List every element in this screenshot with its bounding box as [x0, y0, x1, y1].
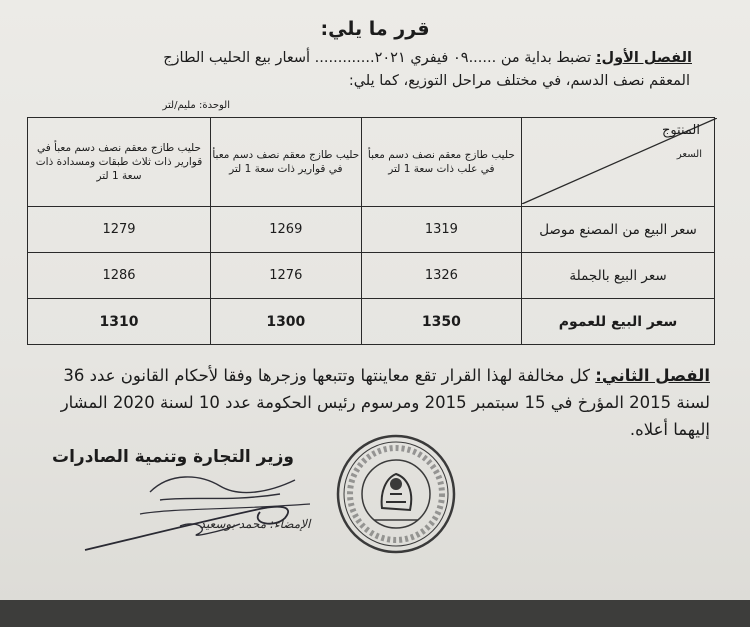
corner-price-label: السعر — [676, 149, 702, 160]
row-label-wholesale: سعر البيع بالجملة — [522, 253, 715, 299]
table-corner-cell — [522, 118, 715, 207]
cell-value: 1276 — [210, 253, 361, 299]
minister-title: وزير التجارة وتنمية الصادرات — [52, 447, 294, 467]
cell-value: 1279 — [28, 207, 211, 253]
column-header-bottles: حليب طازج معقم نصف دسم معبأ في قوارير ذات سعة 1 لتر — [210, 118, 361, 207]
article1-line1 — [52, 50, 692, 66]
table-row-factory — [28, 207, 715, 253]
cell-value: 1319 — [361, 207, 521, 253]
article2-label: الفصل الثاني: — [595, 366, 710, 385]
article2-paragraph — [30, 362, 710, 443]
article2-text: كل مخالفة لهذا القرار تقع معاينتها وتتبعها وزجرها وفقا لأحكام القانون عدد 36 لسنة 2015 المؤرخ في 15 سبتمبر 2015 ومرسوم رئيس الحكومة عدد 10 لسنة 2020 المشار إليهما أعلاه. — [60, 366, 710, 439]
signer-name: الإمضاء: محمد بوسعيد — [199, 517, 311, 531]
price-table — [27, 117, 715, 345]
cell-value: 1300 — [210, 299, 361, 345]
handwritten-signature — [80, 462, 330, 557]
cell-value: 1326 — [361, 253, 521, 299]
official-seal-icon — [334, 432, 458, 556]
table-header-row — [28, 118, 715, 207]
cell-value: 1310 — [28, 299, 211, 345]
row-label-factory: سعر البيع من المصنع موصل — [522, 207, 715, 253]
article1-line2: المعقم نصف الدسم، في مختلف مراحل التوزيع، كما يلي: — [348, 73, 690, 89]
photo-bottom-edge — [0, 600, 750, 627]
cell-value: 1286 — [28, 253, 211, 299]
cell-value: 1269 — [210, 207, 361, 253]
table-row-retail — [28, 299, 715, 345]
cell-value: 1350 — [361, 299, 521, 345]
row-label-retail: سعر البيع للعموم — [522, 299, 715, 345]
article1-label: الفصل الأول: — [595, 50, 692, 66]
table-row-wholesale — [28, 253, 715, 299]
decision-title: قرر ما يلي: — [320, 18, 430, 40]
unit-note: الوحدة: مليم/لتر — [162, 100, 230, 111]
article1-text-line1: تضبط بداية من ......٠٩ فيفري ٢٠٢١............. أسعار بيع الحليب الطازج — [163, 50, 592, 66]
column-header-bottles-cans: حليب طازج معقم نصف دسم معبأ في علب ذات سعة 1 لتر — [361, 118, 521, 207]
column-header-triple-layer: حليب طازج معقم نصف دسم معبأ في قوارير ذات ثلاث طبقات ومسدادة ذات سعة 1 لتر — [28, 118, 211, 207]
corner-product-label: المنتوج — [661, 123, 700, 138]
